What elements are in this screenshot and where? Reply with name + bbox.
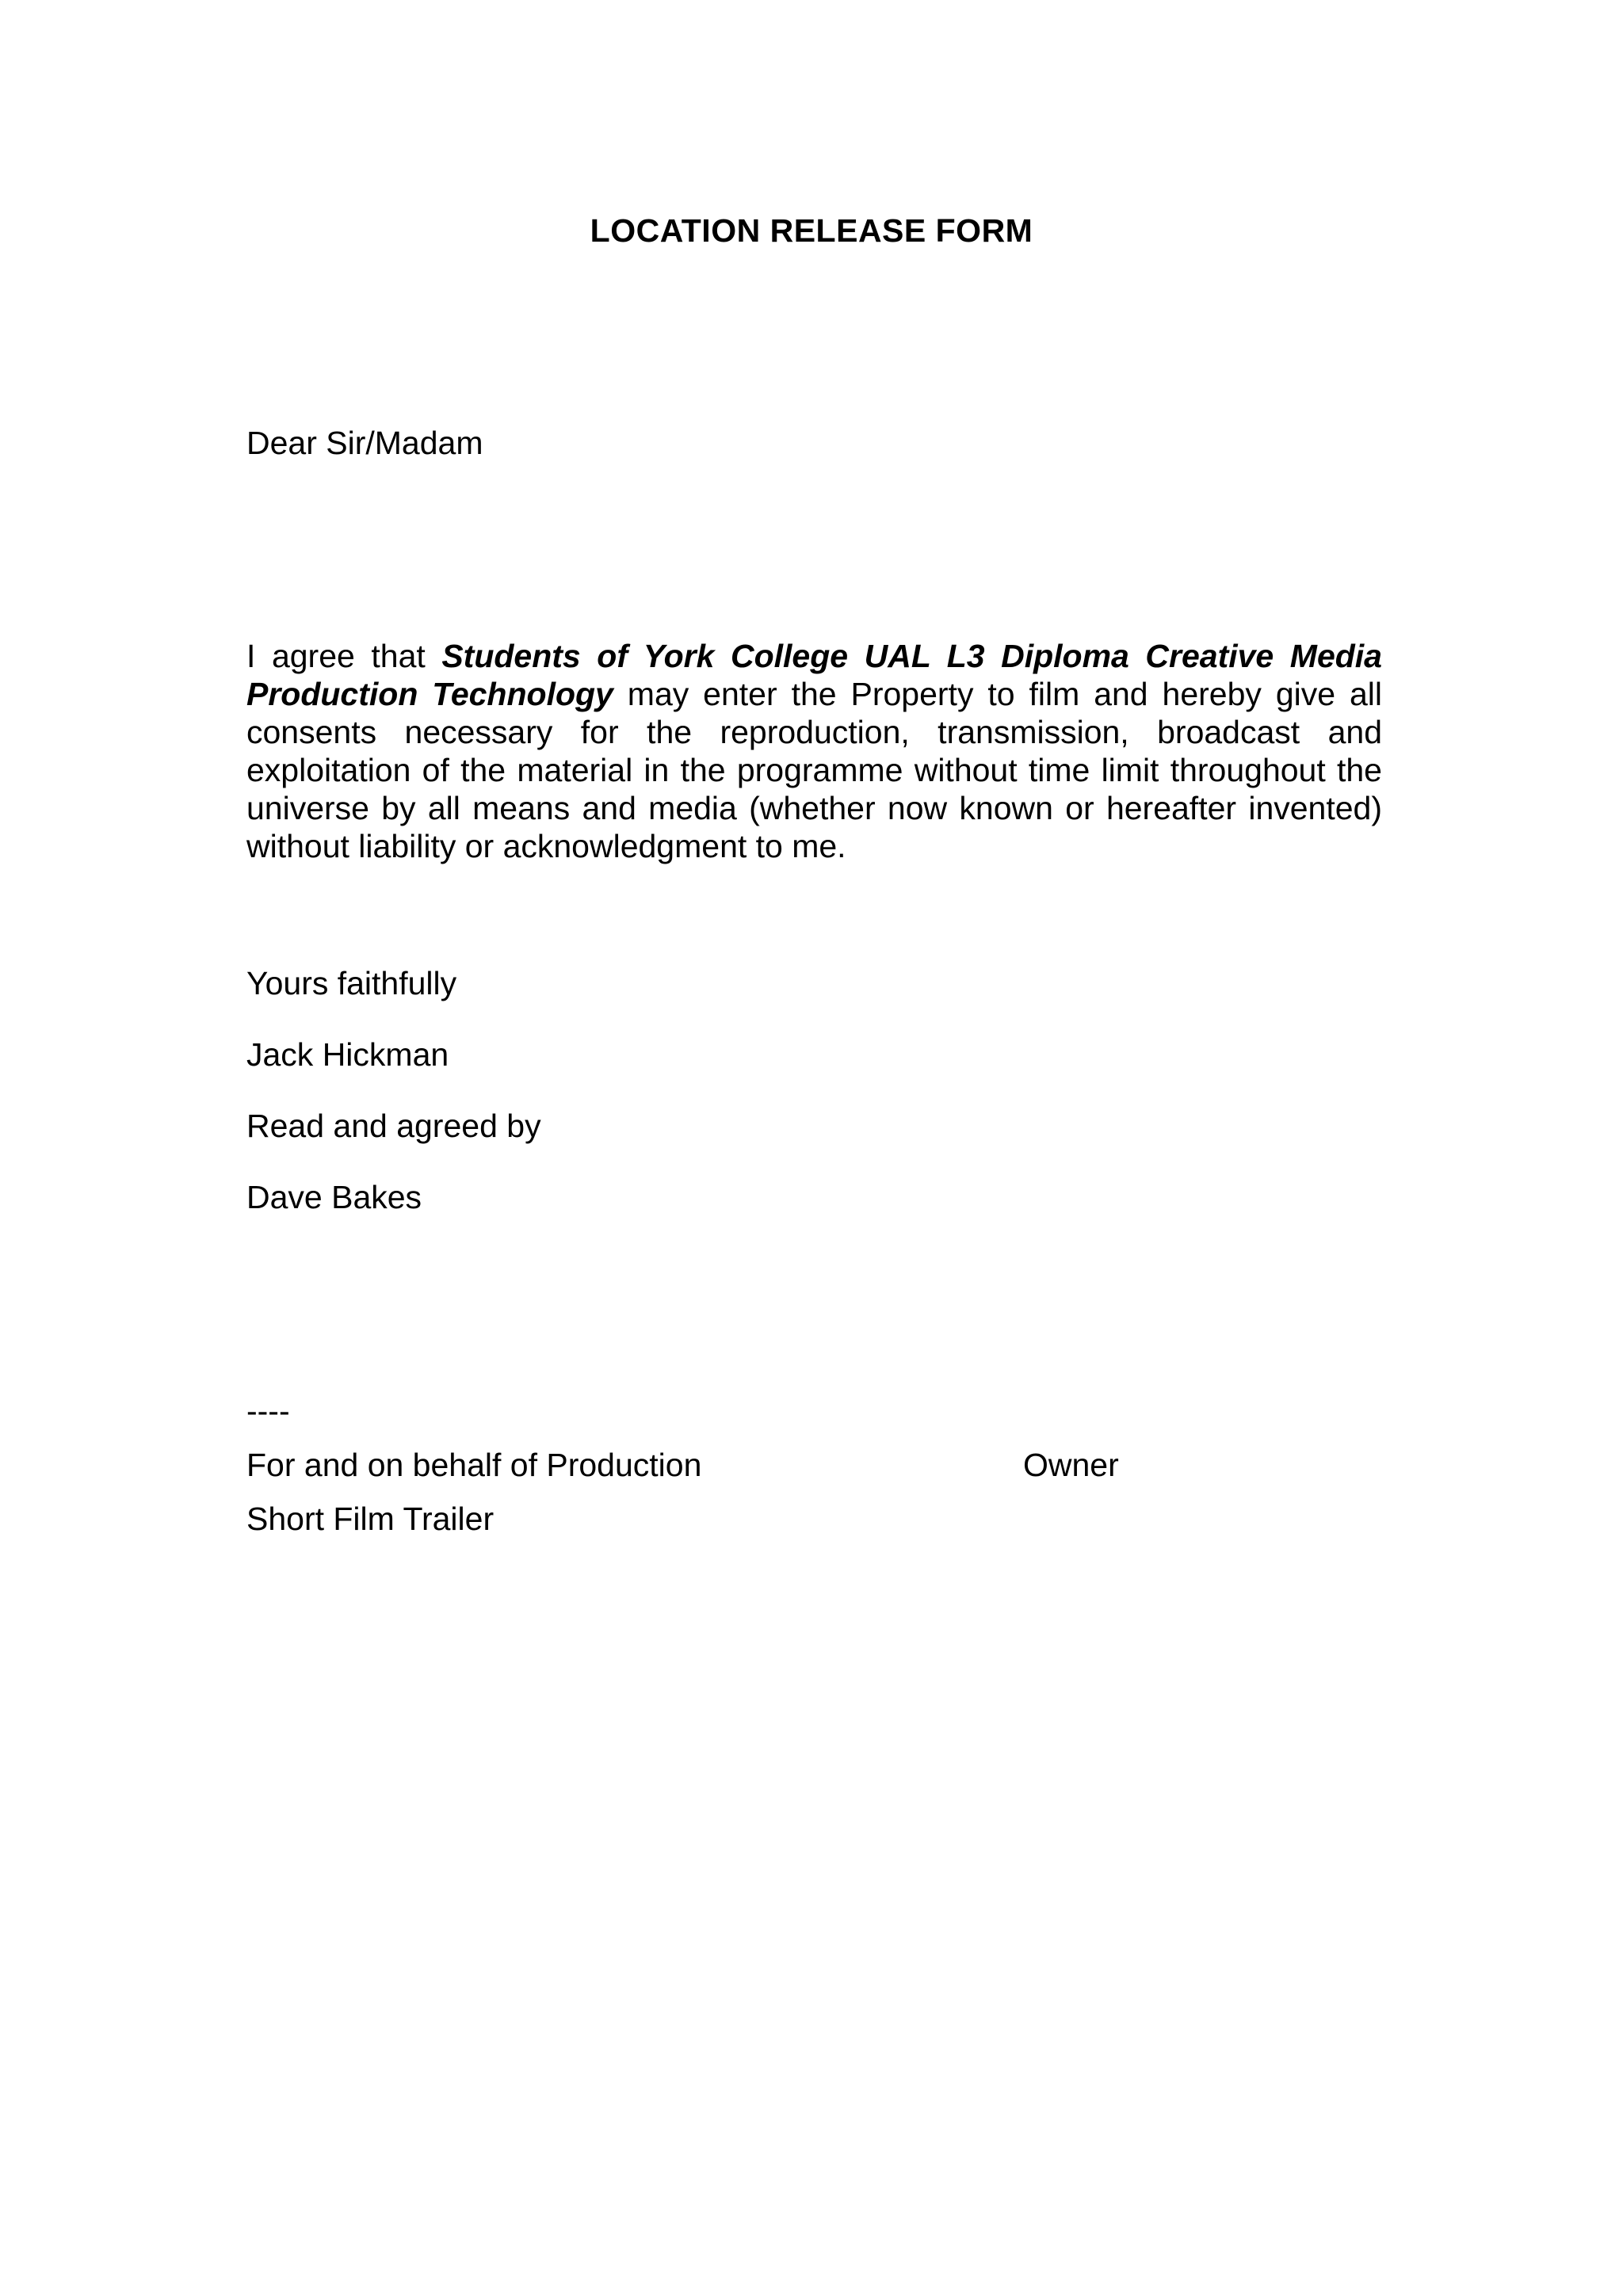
owner-label: Owner [1023, 1447, 1119, 1483]
closing-text: Yours faithfully [246, 965, 457, 1001]
salutation: Dear Sir/Madam [246, 425, 483, 461]
page-title: LOCATION RELEASE FORM [590, 212, 1033, 249]
signatory-name: Jack Hickman [246, 1036, 449, 1073]
agreed-name: Dave Bakes [246, 1179, 422, 1215]
consent-grantee: Students of York College UAL L3 Diploma Creative Media Production Technology [246, 638, 1382, 712]
consent-intro: I agree that [246, 638, 442, 674]
consent-paragraph [246, 637, 1382, 865]
agreed-label: Read and agreed by [246, 1108, 541, 1144]
production-label: For and on behalf of Production [246, 1447, 702, 1483]
consent-terms: may enter the Property to film and hereby give all consents necessary for the reproduction, transmission, broadcast and exploitation of the material in the programme without time limit throughout the universe by all means and media (whether now known or hereafter invented) without liability or acknowledgment to me. [246, 676, 1382, 864]
separator: ---- [246, 1393, 290, 1429]
production-name: Short Film Trailer [246, 1501, 495, 1537]
